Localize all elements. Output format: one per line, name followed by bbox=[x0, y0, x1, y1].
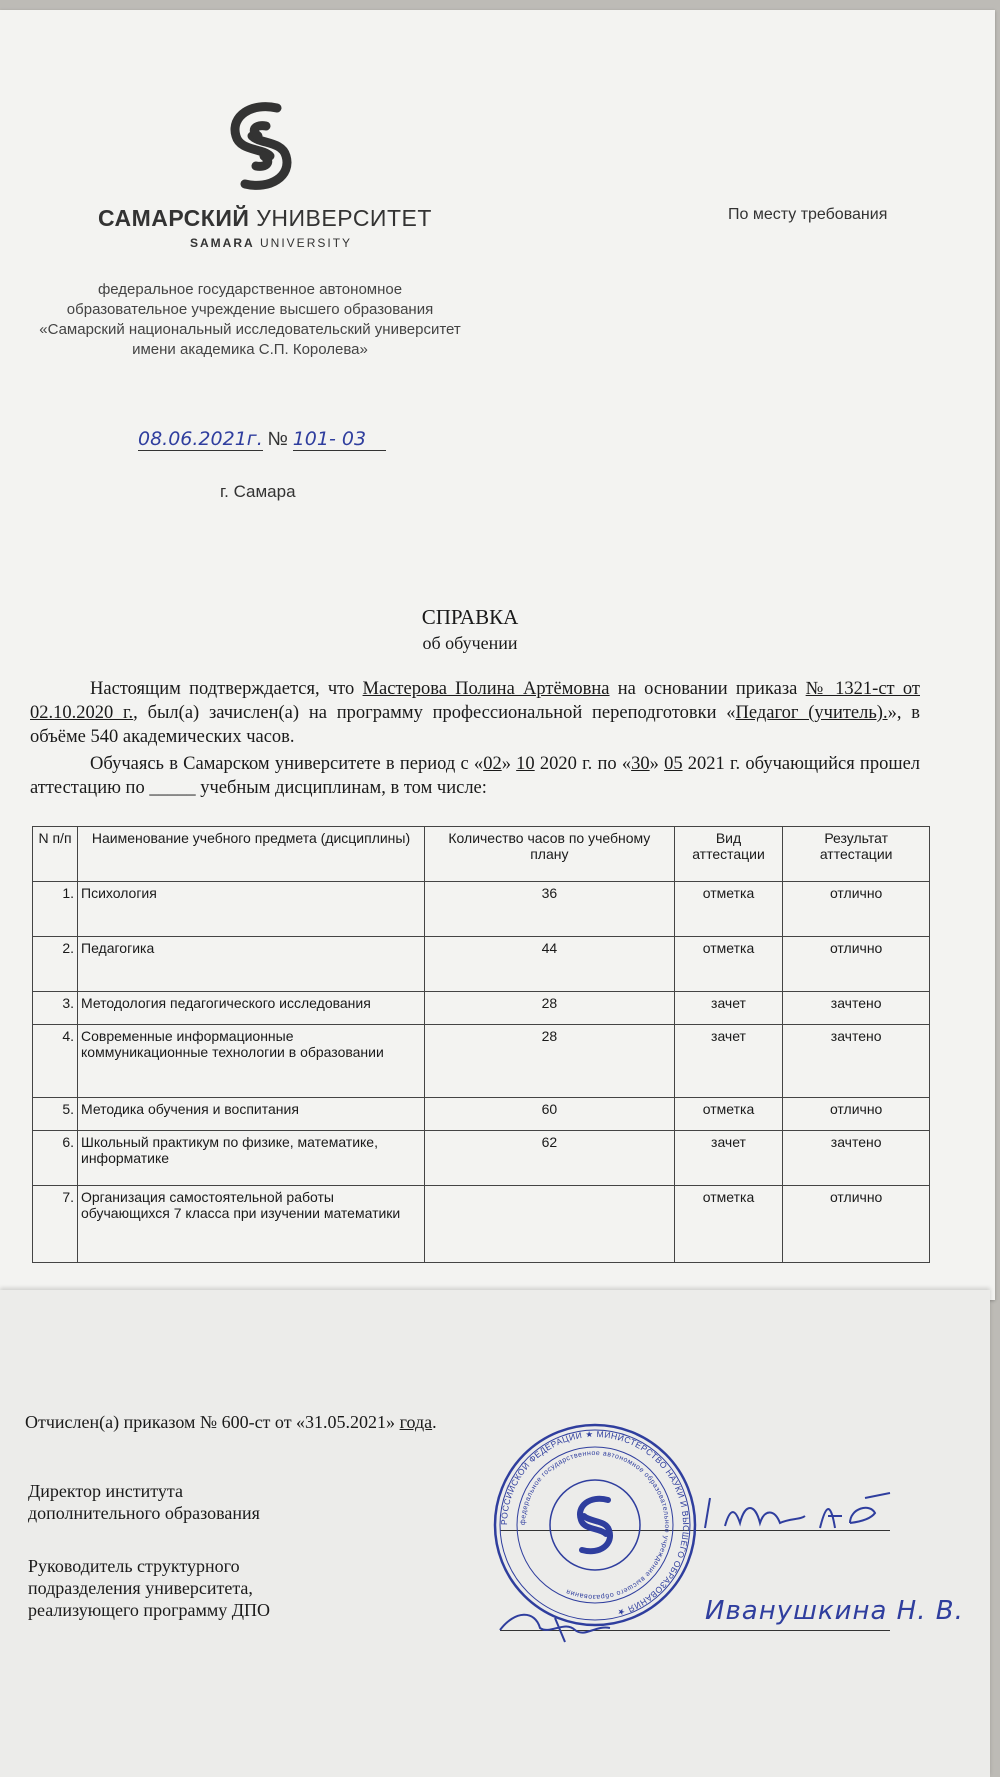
director-signature-icon bbox=[700, 1488, 900, 1538]
svg-text:РОССИЙСКОЙ ФЕДЕРАЦИИ ★ МИНИСТЕ: РОССИЙСКОЙ ФЕДЕРАЦИИ ★ МИНИСТЕРСТВО НАУКИ И ВЫСШЕГО ОБРАЗОВАНИЯ ★ bbox=[498, 1428, 692, 1619]
document-title: СПРАВКА bbox=[421, 605, 519, 629]
university-name-en: SAMARA UNIVERSITY bbox=[190, 236, 353, 250]
handwritten-date: 08.06.2021г. bbox=[138, 428, 263, 450]
paragraph-period: Обучаясь в Самарском университете в период с «02» 10 2020 г. по «30» 05 2021 г. обучающийся прошел аттестацию по _____ учебным дисциплинам, в том числе: bbox=[30, 754, 921, 798]
date-number-line bbox=[138, 428, 386, 451]
table-header: N п/п Наименование учебного предмета (дисциплины) Количество часов по учебному плану Вид аттестации Результат аттестации bbox=[33, 827, 930, 882]
addressee: По месту требования bbox=[728, 206, 888, 223]
table-row: 2. Педагогика 44 отметка отлично bbox=[33, 937, 930, 992]
number-sign: № bbox=[267, 429, 288, 450]
handwritten-number: 101- 03 bbox=[293, 428, 386, 451]
order-reference: № 1321-ст от 02.10.2020 г. bbox=[30, 679, 920, 723]
table-row: 6. Школьный практикум по физике, математике, информатике 62 зачет зачтено bbox=[33, 1131, 930, 1186]
disciplines-table bbox=[32, 826, 930, 1263]
official-stamp-icon bbox=[490, 1420, 700, 1630]
svg-text:федеральное государственное ав: федеральное государственное автономное образовательное учреждение высшего образования bbox=[519, 1449, 671, 1601]
university-name: САМАРСКИЙ УНИВЕРСИТЕТ bbox=[98, 205, 432, 231]
organization-description: федеральное государственное автономное образовательное учреждение высшего образования «Самарский национальный исследовательский университет имени академика С.П. Королева» bbox=[39, 281, 461, 358]
table-row: 3. Методология педагогического исследования 28 зачет зачтено bbox=[33, 992, 930, 1025]
director-title: Директор института дополнительного образования bbox=[28, 1481, 260, 1523]
table-row: 5. Методика обучения и воспитания 60 отметка отлично bbox=[33, 1098, 930, 1131]
student-name: Мастерова Полина Артёмовна bbox=[362, 679, 610, 699]
samara-university-logo-icon bbox=[222, 96, 300, 196]
document-subtitle: об обучении bbox=[422, 633, 518, 653]
program-head-title: Руководитель структурного подразделения университета, реализующего программу ДПО bbox=[28, 1556, 270, 1620]
table-row: 7. Организация самостоятельной работы обучающихся 7 класса при изучении математики отметка отлично bbox=[33, 1186, 930, 1263]
expulsion-order: Отчислен(а) приказом № 600-ст от «31.05.2021» года. bbox=[25, 1412, 437, 1432]
paragraph-enrollment: Настоящим подтверждается, что Мастерова Полина Артёмовна на основании приказа № 1321-ст от 02.10.2020 г., был(а) зачислен(а) на программу профессиональной переподготовки «Педагог (учитель).», в объёме 540 академических часов. bbox=[30, 679, 921, 747]
table-row: 4. Современные информационные коммуникационные технологии в образовании 28 зачет зачтено bbox=[33, 1025, 930, 1098]
head-signature: Иванушкина Н. В. bbox=[705, 1596, 964, 1626]
city: г. Самара bbox=[220, 482, 296, 501]
program-name: Педагог (учитель). bbox=[735, 703, 888, 723]
table-row: 1. Психология 36 отметка отлично bbox=[33, 882, 930, 937]
